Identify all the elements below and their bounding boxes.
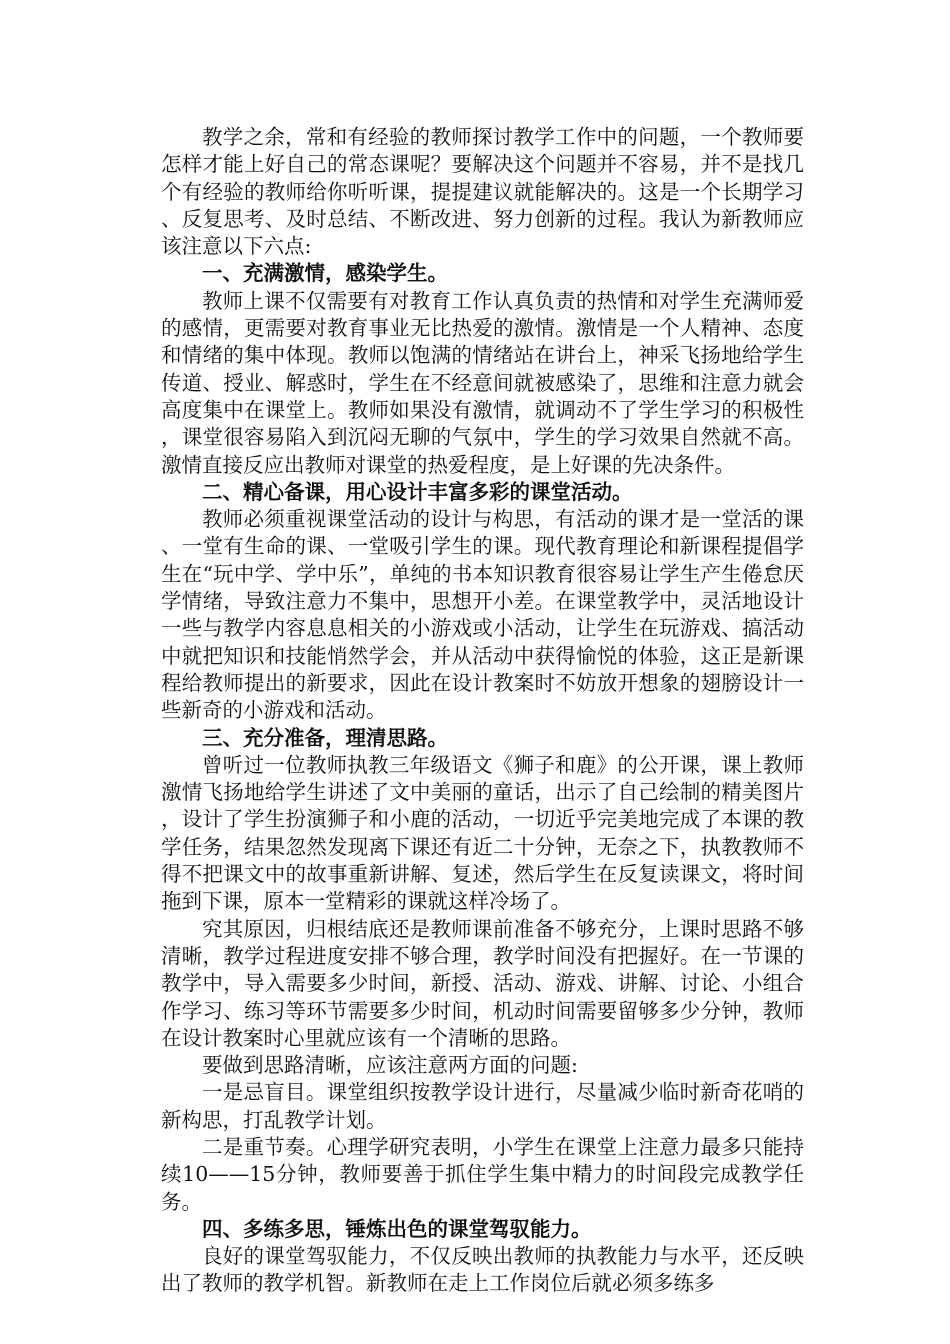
section-3-point-2: 二是重节奏。心理学研究表明，小学生在课堂上注意力最多只能持续10——15分钟，教师要善于抓住学生集中精力的时间段完成教学任务。 bbox=[161, 1134, 804, 1214]
section-4-paragraph: 良好的课堂驾驭能力，不仅反映出教师的执教能力与水平，还反映出了教师的教学机智。新教师在走上工作岗位后就必须多练多 bbox=[161, 1244, 804, 1296]
intro-paragraph: 教学之余，常和有经验的教师探讨教学工作中的问题，一个教师要怎样才能上好自己的常态课呢？要解决这个问题并不容易，并不是找几个有经验的教师给你听听课，提提建议就能解决的。这是一个长期学习、反复思考、及时总结、不断改进、努力创新的过程。我认为新教师应该注意以下六点: bbox=[161, 125, 804, 259]
section-3-point-1: 一是忌盲目。课堂组织按教学设计进行，尽量减少临时新奇花哨的新构思，打乱教学计划。 bbox=[161, 1080, 804, 1132]
section-heading-4: 四、多练多思，锤炼出色的课堂驾驭能力。 bbox=[202, 1216, 592, 1241]
document-body bbox=[161, 124, 804, 1298]
section-3-paragraph-3: 要做到思路清晰，应该注意两方面的问题: bbox=[202, 1053, 578, 1078]
section-3-paragraph-2: 究其原因，归根结底还是教师课前准备不够充分，上课时思路不够清晰，教学过程进度安排不够合理，教学时间没有把握好。在一节课的教学中，导入需要多少时间，新授、活动、游戏、讲解、讨论、小组合作学习、练习等环节需要多少时间，机动时间需要留够多少分钟，教师在设计教案时心里就应该有一个清晰的思路。 bbox=[161, 916, 804, 1050]
section-3-paragraph-1: 曾听过一位教师执教三年级语文《狮子和鹿》的公开课，课上教师激情飞扬地给学生讲述了文中美丽的童话，出示了自己绘制的精美图片，设计了学生扮演狮子和小鹿的活动，一切近乎完美地完成了本课的教学任务，结果忽然发现离下课还有近二十分钟，无奈之下，执教教师不得不把课文中的故事重新讲解、复述，然后学生在反复读课文，将时间拖到下课，原本一堂精彩的课就这样冷场了。 bbox=[161, 752, 804, 914]
section-1-paragraph: 教师上课不仅需要有对教育工作认真负责的热情和对学生充满师爱的感情，更需要对教育事业无比热爱的激情。激情是一个人精神、态度和情绪的集中体现。教师以饱满的情绪站在讲台上，神采飞扬地给学生传道、授业、解惑时，学生在不经意间就被感染了，思维和注意力就会高度集中在课堂上。教师如果没有激情，就调动不了学生学习的积极性，课堂很容易陷入到沉闷无聊的气氛中，学生的学习效果自然就不高。激情直接反应出教师对课堂的热爱程度，是上好课的先决条件。 bbox=[161, 288, 804, 477]
section-2-paragraph: 教师必须重视课堂活动的设计与构思，有活动的课才是一堂活的课、一堂有生命的课、一堂吸引学生的课。现代教育理论和新课程提倡学生在“玩中学、学中乐”，单纯的书本知识教育很容易让学生产生倦怠厌学情绪，导致注意力不集中，思想开小差。在课堂教学中，灵活地设计一些与教学内容息息相关的小游戏或小活动，让学生在玩游戏、搞活动中就把知识和技能悄然学会，并从活动中获得愉悦的体验，这正是新课程给教师提出的新要求，因此在设计教案时不妨放开想象的翅膀设计一些新奇的小游戏和活动。 bbox=[161, 507, 804, 723]
section-heading-2: 二、精心备课，用心设计丰富多彩的课堂活动。 bbox=[202, 479, 633, 504]
section-heading-1: 一、充满激情，感染学生。 bbox=[202, 261, 448, 286]
section-heading-3: 三、充分准备，理清思路。 bbox=[202, 725, 448, 750]
